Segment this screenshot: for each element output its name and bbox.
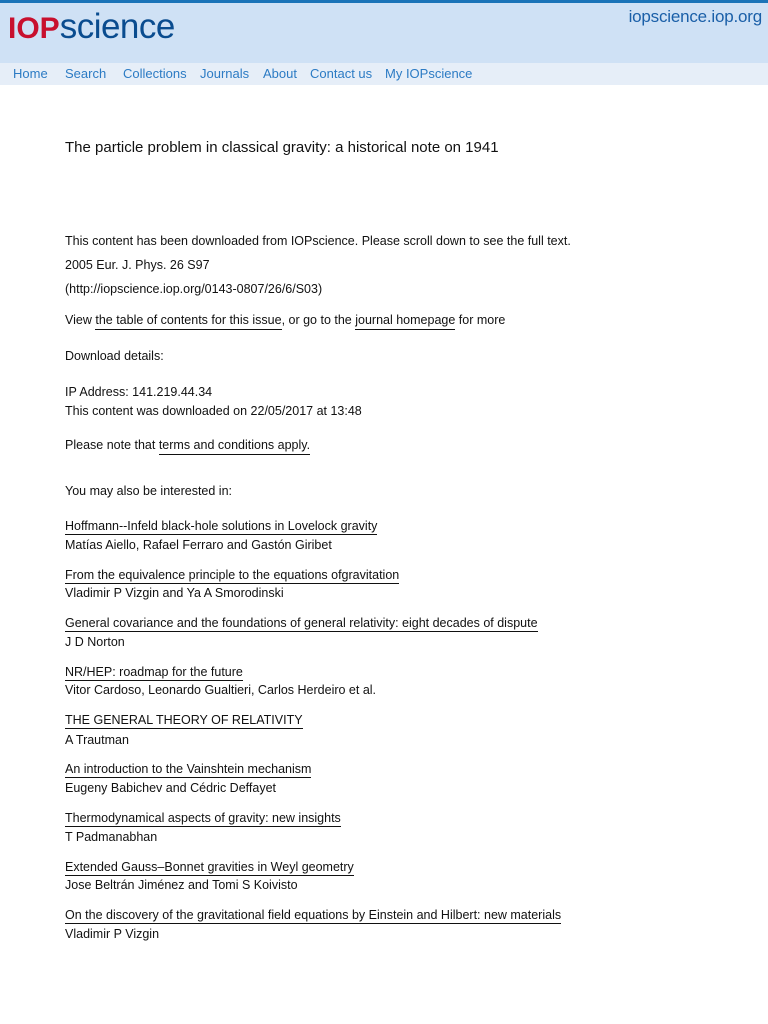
related-authors: Jose Beltrán Jiménez and Tomi S Koivisto: [65, 878, 298, 892]
view-prefix: View: [65, 313, 96, 327]
related-title[interactable]: NR/HEP: roadmap for the future: [65, 665, 243, 679]
related-title[interactable]: Thermodynamical aspects of gravity: new insights: [65, 811, 341, 825]
download-details-heading: Download details:: [65, 349, 164, 363]
related-title[interactable]: An introduction to the Vainshtein mechanism: [65, 762, 312, 776]
related-authors: Vladimir P Vizgin: [65, 927, 160, 941]
nav-contact[interactable]: Contact us: [310, 66, 373, 81]
related-title[interactable]: From the equivalence principle to the equations ofgravitation: [65, 568, 400, 582]
toc-link[interactable]: the table of contents for this issue: [95, 313, 281, 330]
iopscience-logo[interactable]: [8, 7, 175, 51]
related-authors: J D Norton: [65, 635, 125, 649]
related-authors: Matías Aiello, Rafael Ferraro and Gastón Giribet: [65, 538, 332, 552]
related-title[interactable]: General covariance and the foundations of general relativity: eight decades of dispute: [65, 616, 538, 630]
related-authors: A Trautman: [65, 733, 129, 747]
related-authors: Vitor Cardoso, Leonardo Gualtieri, Carlos Herdeiro et al.: [65, 683, 377, 697]
view-middle: , or go to the: [281, 313, 356, 327]
ip-address: IP Address: 141.219.44.34: [65, 385, 213, 399]
citation: 2005 Eur. J. Phys. 26 S97: [65, 258, 210, 272]
related-authors: T Padmanabhan: [65, 830, 158, 844]
related-authors: Eugeny Babichev and Cédric Deffayet: [65, 781, 277, 795]
logo-science-text: science: [59, 7, 175, 46]
nav-collections[interactable]: Collections: [123, 66, 187, 81]
nav-home[interactable]: Home: [13, 66, 48, 81]
logo-iop-text: IOP: [8, 12, 60, 45]
nav-search[interactable]: Search: [65, 66, 107, 81]
view-line: [65, 313, 505, 327]
article-title: The particle problem in classical gravity: a historical note on 1941: [65, 139, 499, 156]
site-banner: [0, 3, 768, 63]
related-title[interactable]: THE GENERAL THEORY OF RELATIVITY: [65, 713, 303, 727]
nav-my-iopscience[interactable]: My IOPscience: [385, 66, 473, 81]
view-suffix: for more: [455, 313, 506, 327]
terms-line: [65, 438, 310, 452]
related-title[interactable]: Hoffmann--Infeld black-hole solutions in Lovelock gravity: [65, 519, 378, 533]
note-prefix: Please note that: [65, 438, 159, 452]
related-title[interactable]: Extended Gauss–Bonnet gravities in Weyl geometry: [65, 860, 354, 874]
article-url: (http://iopscience.iop.org/0143-0807/26/6/S03): [65, 282, 323, 296]
related-authors: Vladimir P Vizgin and Ya A Smorodinski: [65, 586, 284, 600]
nav-bar: [0, 63, 768, 85]
downloaded-on: This content was downloaded on 22/05/2017 at 13:48: [65, 404, 362, 418]
nav-journals[interactable]: Journals: [200, 66, 250, 81]
terms-link[interactable]: terms and conditions apply.: [159, 438, 310, 455]
interested-heading: You may also be interested in:: [65, 484, 233, 498]
site-url[interactable]: iopscience.iop.org: [628, 7, 762, 26]
nav-about[interactable]: About: [263, 66, 297, 81]
download-notice: This content has been downloaded from IOPscience. Please scroll down to see the full text.: [65, 234, 571, 248]
journal-homepage-link[interactable]: journal homepage: [355, 313, 455, 330]
related-title[interactable]: On the discovery of the gravitational field equations by Einstein and Hilbert: new materials: [65, 908, 562, 922]
